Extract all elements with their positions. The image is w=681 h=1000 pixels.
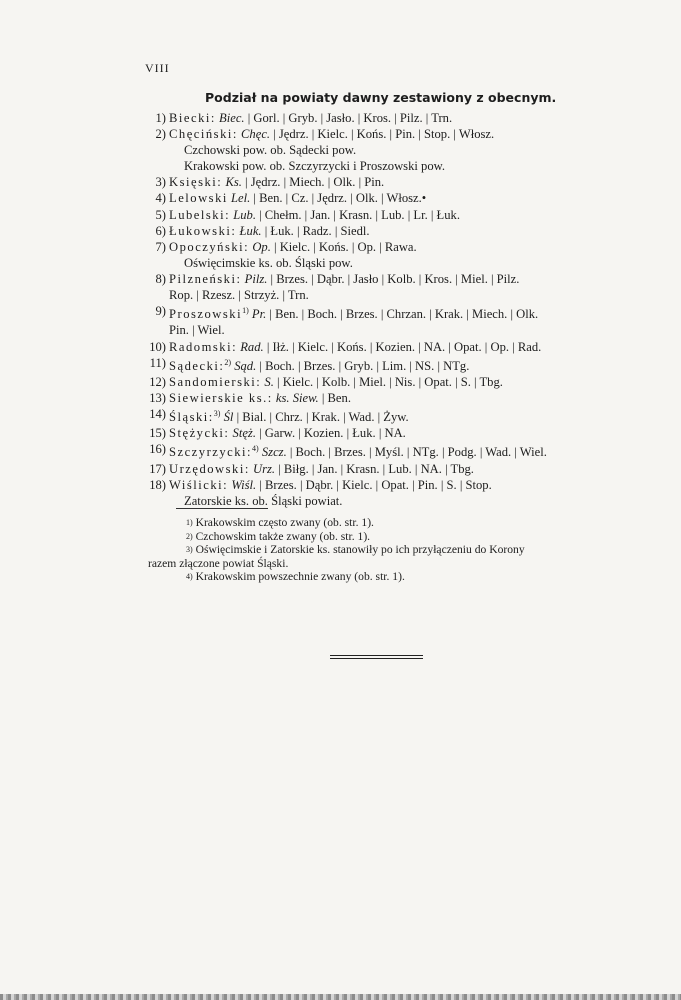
county-list: | Kielc. | Kolb. | Miel. | Nis. | Opat. | S. | Tbg. (273, 374, 503, 389)
district-name: Pilzneński: (169, 271, 242, 286)
footnote-ref: 4) (252, 444, 259, 454)
district-entry (133, 126, 613, 174)
district-entry (133, 355, 613, 374)
county-list: | Ben. | Boch. | Brzes. | Chrzan. | Krak. | Miech. | Olk. (266, 307, 539, 322)
sub-note: Krakowski pow. ob. Szczyrzycki i Proszowski pow. (184, 159, 446, 174)
entry-number: 18) (149, 477, 166, 492)
county-list: | Iłż. | Kielc. | Końs. | Kozien. | NA. | Opat. | Op. | Rad. (263, 339, 542, 354)
district-entry (133, 303, 613, 338)
county-list: | Gorl. | Gryb. | Jasło. | Kros. | Pilz. | Trn. (244, 111, 453, 125)
county-list-cont: Rop. | Rzesz. | Strzyż. | Trn. (169, 288, 309, 303)
footnote-text-cont: razem złączone powiat Śląski. (148, 556, 289, 570)
footnote-text: Krakowskim powszechnie zwany (ob. str. 1). (195, 570, 405, 584)
county-list: | Brzes. | Dąbr. | Jasło | Kolb. | Kros. | Miel. | Pilz. (267, 271, 520, 286)
district-entry (133, 239, 613, 271)
sub-note: Oświęcimskie ks. ob. Śląski pow. (184, 255, 353, 270)
district-name: Proszowski (169, 307, 243, 322)
district-abbr: Ks. (225, 175, 242, 190)
district-entry (133, 190, 613, 206)
district-name: Stężycki: (169, 426, 230, 441)
district-name: Siewierskie ks.: (169, 390, 273, 405)
county-list: | Brzes. | Dąbr. | Kielc. | Opat. | Pin. | S. | Stop. (256, 477, 492, 492)
district-abbr: Wiśl. (231, 477, 257, 492)
county-list: | Jędrz. | Kielc. | Końs. | Pin. | Stop. | Włosz. (270, 127, 495, 142)
county-list: | Garw. | Kozien. | Łuk. | NA. (255, 426, 406, 441)
district-name: Lelowski (169, 191, 228, 206)
district-abbr: Chęc. (241, 127, 271, 142)
district-entry (133, 477, 613, 509)
district-name: Urzędowski: (169, 461, 250, 476)
footnote (148, 516, 603, 530)
page-title: Podział na powiaty dawny zestawiony z obecnym. (205, 90, 557, 105)
district-entry (133, 441, 613, 460)
entry-number: 9) (155, 304, 166, 319)
footnote-text: Czchowskim także zwany (ob. str. 1). (195, 529, 371, 543)
county-list: | Łuk. | Radz. | Siedl. (261, 223, 370, 238)
district-name: Księski: (169, 175, 223, 190)
district-entry (133, 207, 613, 223)
county-list: | Ben. | Cz. | Jędrz. | Olk. | Włosz.• (250, 191, 427, 206)
entry-number: 3) (155, 175, 166, 190)
entry-number: 5) (155, 207, 166, 222)
entry-number: 4) (155, 191, 166, 206)
district-abbr: Pr. (251, 307, 267, 322)
county-list: | Ben. (318, 390, 351, 405)
district-abbr: Urz. (253, 461, 276, 476)
end-double-rule (330, 655, 423, 659)
district-abbr: Szcz. (261, 445, 287, 460)
footnote-text: Krakowskim często zwany (ob. str. 1). (195, 516, 374, 529)
district-name: Biecki: (169, 111, 216, 125)
footnote-ref: 1) (242, 306, 249, 316)
district-entry (133, 110, 613, 126)
entry-number: 6) (155, 223, 166, 238)
district-entry (133, 390, 613, 406)
district-entry (133, 174, 613, 190)
district-entry (133, 406, 613, 425)
district-name: Chęciński: (169, 127, 238, 142)
district-name: Sądecki: (169, 358, 225, 373)
district-abbr: Pilz. (244, 271, 268, 286)
footnote-ref: 3) (213, 409, 221, 419)
district-abbr: ks. Siew. (275, 390, 319, 405)
district-entry (133, 223, 613, 239)
footnote-text: Oświęcimskie i Zatorskie ks. stanowiły po ich przyłączeniu do Korony (195, 543, 525, 557)
entry-number: 13) (149, 390, 166, 405)
footnote (148, 570, 603, 584)
district-entry (133, 339, 613, 355)
county-list: | Bial. | Chrz. | Krak. | Wad. | Żyw. (233, 410, 409, 425)
county-list: | Boch. | Brzes. | Gryb. | Lim. | NS. | NTg. (256, 358, 470, 373)
footnotes (148, 516, 603, 584)
district-name: Sandomierski: (169, 374, 262, 389)
district-abbr: Biec. (219, 111, 245, 125)
district-abbr: Rad. (240, 339, 264, 354)
county-list: | Jędrz. | Miech. | Olk. | Pin. (241, 175, 385, 190)
county-list: | Chełm. | Jan. | Krasn. | Lub. | Lr. | Łuk. (255, 207, 460, 222)
district-name: Lubelski: (169, 207, 231, 222)
district-abbr: S. (264, 374, 274, 389)
page-number: VIII (145, 61, 170, 75)
entry-number: 10) (149, 339, 166, 354)
county-list: | Boch. | Brzes. | Myśl. | NTg. | Podg. | Wad. | Wiel. (286, 445, 547, 460)
entry-number: 12) (149, 374, 166, 389)
district-abbr: Sąd. (234, 358, 257, 373)
district-name: Wiślicki: (169, 477, 229, 492)
scan-edge (0, 994, 681, 1000)
entry-number: 1) (155, 111, 166, 125)
district-entry (133, 425, 613, 441)
entry-number: 8) (155, 271, 166, 286)
footnote-ref: 2) (224, 357, 232, 367)
district-abbr: Lub. (233, 207, 256, 222)
sub-note: Czchowski pow. ob. Sądecki pow. (184, 143, 357, 158)
county-list-cont: Pin. | Wiel. (169, 323, 225, 338)
entry-number: 16) (149, 442, 166, 457)
footnote (148, 530, 603, 544)
district-entry (133, 461, 613, 477)
footnote-mark: 1) (186, 518, 193, 527)
district-name: Szczyrzycki: (169, 445, 253, 460)
district-name: Śląski: (169, 410, 214, 425)
entry-number: 2) (155, 127, 166, 142)
footnote-mark: 2) (186, 531, 193, 541)
district-abbr: Op. (252, 239, 271, 254)
sub-note: Zatorskie ks. ob. Śląski powiat. (184, 493, 343, 508)
entry-number: 7) (155, 239, 166, 254)
footnote-mark: 4) (186, 572, 193, 582)
district-name: Opoczyński: (169, 239, 250, 254)
county-list: | Kielc. | Końs. | Op. | Rawa. (270, 239, 417, 254)
district-name: Radomski: (169, 339, 238, 354)
entry-number: 11) (149, 355, 166, 370)
entry-number: 15) (149, 426, 166, 441)
district-name: Łukowski: (169, 223, 237, 238)
district-entry (133, 374, 613, 390)
footnote-mark: 3) (186, 545, 193, 555)
entry-number: 14) (149, 407, 166, 422)
entry-number: 17) (149, 461, 166, 476)
county-list: | Biłg. | Jan. | Krasn. | Lub. | NA. | Tbg. (275, 461, 474, 476)
district-abbr: Lel. (231, 191, 251, 206)
district-entry (133, 271, 613, 303)
footnote (148, 543, 603, 557)
footnote-separator (176, 508, 268, 509)
district-abbr: Stęż. (232, 426, 256, 441)
district-abbr: Łuk. (239, 223, 262, 238)
district-list (133, 110, 613, 509)
district-abbr: Śl (223, 410, 234, 425)
